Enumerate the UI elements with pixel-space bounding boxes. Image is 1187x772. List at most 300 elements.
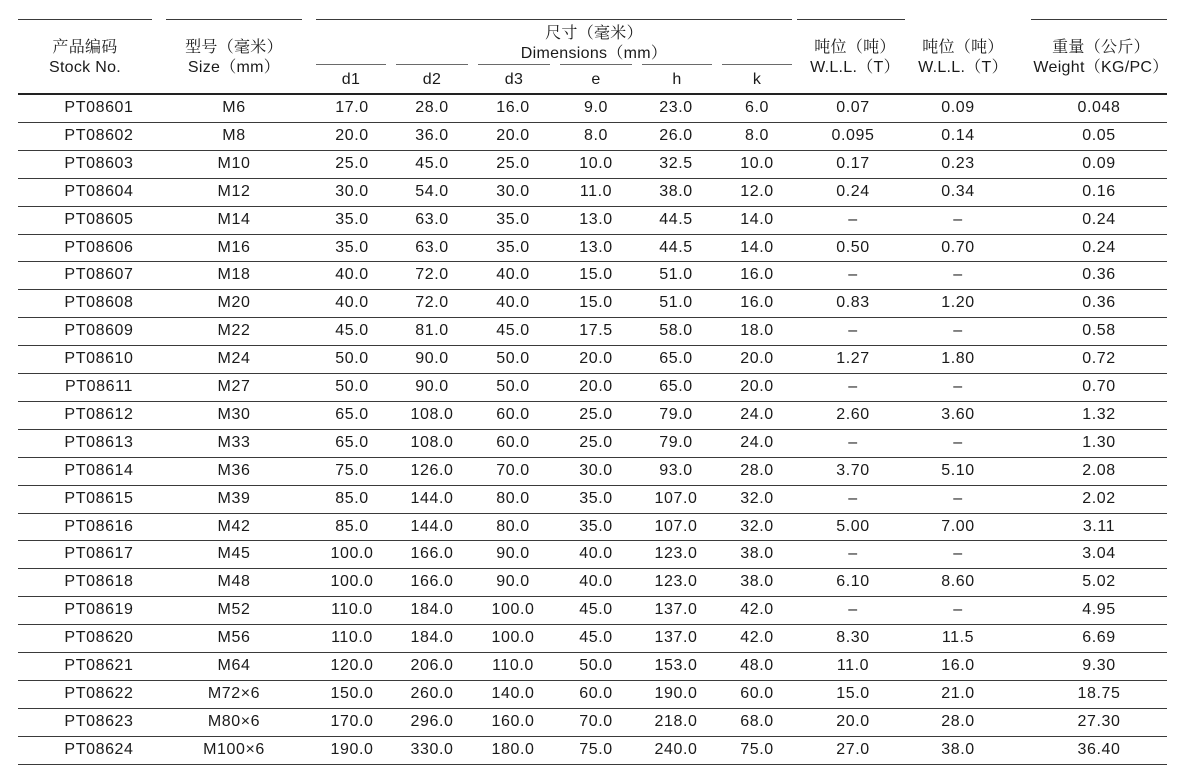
cell-d3: 60.0	[496, 405, 530, 423]
cell-d1: 40.0	[335, 266, 369, 284]
cell-wll-2: –	[953, 601, 963, 619]
cell-d3: 100.0	[491, 629, 535, 647]
cell-d1: 190.0	[330, 740, 374, 758]
cell-d2: 166.0	[410, 573, 454, 591]
cell-h: 137.0	[654, 629, 698, 647]
cell-k: 16.0	[740, 266, 774, 284]
cell-wll-1: 1.27	[836, 350, 870, 368]
header-bottom-rule	[18, 93, 1167, 95]
cell-size: M30	[217, 405, 251, 423]
cell-stock-no: PT08605	[64, 210, 134, 228]
cell-d3: 35.0	[496, 238, 530, 256]
cell-k: 32.0	[740, 517, 774, 535]
cell-weight: 1.32	[1082, 405, 1116, 423]
cell-wll-1: 2.60	[836, 405, 870, 423]
cell-d2: 108.0	[410, 405, 454, 423]
cell-h: 93.0	[659, 461, 693, 479]
cell-e: 45.0	[579, 629, 613, 647]
cell-wll-1: –	[848, 489, 858, 507]
cell-weight: 3.11	[1082, 517, 1116, 535]
cell-e: 50.0	[579, 657, 613, 674]
cell-k: 42.0	[740, 629, 774, 647]
row-rule	[18, 680, 1167, 681]
header-weight: 重量（公斤） Weight（KG/PC）	[1033, 39, 1169, 76]
cell-size: M80×6	[207, 712, 261, 730]
row-rule	[18, 289, 1167, 290]
cell-wll-1: 5.00	[836, 517, 870, 535]
row-rule	[18, 568, 1167, 569]
cell-size: M39	[217, 489, 251, 507]
row-rule	[18, 764, 1167, 765]
cell-d2: 36.0	[415, 126, 449, 144]
cell-size: M10	[217, 154, 251, 172]
cell-wll-1: 3.70	[836, 461, 870, 479]
header-dimensions: 尺寸（毫米） Dimensions（mm）	[520, 25, 668, 62]
cell-h: 44.5	[659, 238, 693, 256]
cell-d3: 50.0	[496, 350, 530, 368]
cell-wll-2: 28.0	[941, 712, 975, 730]
cell-d1: 170.0	[330, 712, 374, 730]
header-stock-no: 产品编码 Stock No.	[48, 39, 122, 76]
cell-d3: 70.0	[496, 461, 530, 479]
cell-k: 20.0	[740, 350, 774, 368]
cell-stock-no: PT08615	[64, 489, 134, 507]
cell-h: 65.0	[659, 378, 693, 395]
cell-d2: 54.0	[415, 182, 449, 200]
cell-h: 79.0	[659, 433, 693, 451]
cell-h: 65.0	[659, 350, 693, 368]
header-top-rule	[1031, 19, 1167, 20]
cell-h: 240.0	[654, 740, 698, 758]
cell-d1: 25.0	[335, 154, 369, 172]
cell-k: 8.0	[744, 126, 770, 144]
cell-size: M42	[217, 517, 251, 535]
cell-weight: 6.69	[1082, 629, 1116, 647]
cell-d2: 63.0	[415, 210, 449, 228]
row-rule	[18, 652, 1167, 653]
cell-weight: 1.30	[1082, 433, 1116, 451]
cell-stock-no: PT08613	[64, 433, 134, 451]
cell-wll-2: 7.00	[941, 517, 975, 535]
cell-h: 58.0	[659, 322, 693, 340]
cell-d1: 50.0	[335, 378, 369, 395]
cell-d2: 108.0	[410, 433, 454, 451]
cell-stock-no: PT08619	[64, 601, 134, 619]
header-top-rule	[316, 19, 792, 20]
cell-stock-no: PT08614	[64, 461, 134, 479]
cell-stock-no: PT08602	[64, 126, 134, 144]
cell-k: 10.0	[740, 154, 774, 172]
cell-d1: 35.0	[335, 210, 369, 228]
cell-k: 28.0	[740, 461, 774, 479]
cell-size: M18	[217, 266, 251, 284]
cell-wll-2: 0.09	[941, 99, 975, 116]
cell-d2: 184.0	[410, 629, 454, 647]
cell-h: 107.0	[654, 489, 698, 507]
cell-size: M33	[217, 433, 251, 451]
cell-size: M48	[217, 573, 251, 591]
cell-d2: 296.0	[410, 712, 454, 730]
cell-d1: 65.0	[335, 405, 369, 423]
cell-wll-1: –	[848, 322, 858, 340]
cell-d3: 60.0	[496, 433, 530, 451]
cell-size: M12	[217, 182, 251, 200]
cell-h: 107.0	[654, 517, 698, 535]
cell-k: 14.0	[740, 238, 774, 256]
cell-e: 13.0	[579, 238, 613, 256]
cell-k: 14.0	[740, 210, 774, 228]
cell-d3: 140.0	[491, 684, 535, 702]
row-rule	[18, 150, 1167, 151]
cell-h: 44.5	[659, 210, 693, 228]
header-wll-1: 吨位（吨） W.L.L.（T）	[810, 39, 900, 76]
cell-weight: 0.58	[1082, 322, 1116, 340]
cell-d3: 160.0	[491, 712, 535, 730]
cell-h: 51.0	[659, 266, 693, 284]
cell-k: 38.0	[740, 573, 774, 591]
cell-d2: 184.0	[410, 601, 454, 619]
cell-d1: 100.0	[330, 573, 374, 591]
cell-stock-no: PT08624	[64, 740, 134, 758]
cell-e: 30.0	[579, 461, 613, 479]
cell-wll-1: 8.30	[836, 629, 870, 647]
cell-d1: 30.0	[335, 182, 369, 200]
header-h: h	[672, 71, 682, 88]
cell-size: M24	[217, 350, 251, 368]
row-rule	[18, 624, 1167, 625]
cell-size: M72×6	[207, 684, 261, 702]
cell-weight: 0.09	[1082, 154, 1116, 172]
cell-weight: 0.70	[1082, 378, 1116, 395]
cell-wll-1: 20.0	[836, 712, 870, 730]
cell-d1: 50.0	[335, 350, 369, 368]
cell-d1: 85.0	[335, 489, 369, 507]
cell-d2: 330.0	[410, 740, 454, 758]
cell-size: M45	[217, 545, 251, 563]
cell-d1: 35.0	[335, 238, 369, 256]
cell-d2: 144.0	[410, 489, 454, 507]
cell-wll-1: –	[848, 210, 858, 228]
cell-d1: 110.0	[331, 601, 373, 619]
row-rule	[18, 540, 1167, 541]
cell-d3: 50.0	[496, 378, 530, 395]
cell-k: 48.0	[740, 657, 774, 674]
row-rule	[18, 485, 1167, 486]
cell-wll-2: 1.20	[941, 294, 975, 312]
row-rule	[18, 261, 1167, 262]
cell-wll-2: –	[953, 545, 963, 563]
cell-d2: 72.0	[415, 294, 449, 312]
cell-weight: 0.16	[1082, 182, 1116, 200]
dim-subheader-rule	[642, 64, 712, 65]
header-e: e	[591, 71, 601, 88]
header-d1: d1	[341, 71, 361, 88]
cell-weight: 0.05	[1082, 126, 1116, 144]
cell-stock-no: PT08622	[64, 684, 134, 702]
cell-stock-no: PT08611	[65, 378, 133, 395]
cell-h: 23.0	[659, 99, 693, 116]
cell-d3: 80.0	[496, 517, 530, 535]
cell-wll-1: 0.24	[836, 182, 870, 200]
row-rule	[18, 122, 1167, 123]
row-rule	[18, 178, 1167, 179]
cell-h: 137.0	[654, 601, 698, 619]
cell-d1: 85.0	[335, 517, 369, 535]
cell-d3: 16.0	[496, 99, 530, 116]
cell-weight: 36.40	[1077, 740, 1121, 758]
cell-e: 15.0	[579, 294, 613, 312]
cell-d2: 72.0	[415, 266, 449, 284]
header-d3: d3	[504, 71, 524, 88]
cell-wll-1: –	[848, 601, 858, 619]
cell-e: 20.0	[579, 350, 613, 368]
cell-d3: 45.0	[496, 322, 530, 340]
cell-k: 16.0	[740, 294, 774, 312]
cell-e: 45.0	[579, 601, 613, 619]
cell-wll-2: 8.60	[941, 573, 975, 591]
cell-k: 32.0	[740, 489, 774, 507]
cell-e: 40.0	[579, 545, 613, 563]
cell-wll-1: –	[848, 545, 858, 563]
cell-size: M16	[217, 238, 251, 256]
cell-stock-no: PT08620	[64, 629, 134, 647]
cell-stock-no: PT08607	[64, 266, 134, 284]
cell-wll-2: –	[953, 489, 963, 507]
cell-wll-2: 11.5	[941, 629, 975, 647]
cell-size: M36	[217, 461, 251, 479]
cell-h: 32.5	[659, 154, 693, 172]
cell-d3: 100.0	[491, 601, 535, 619]
cell-d2: 28.0	[415, 99, 449, 116]
cell-weight: 0.72	[1082, 350, 1116, 368]
cell-d2: 166.0	[410, 545, 454, 563]
cell-k: 42.0	[740, 601, 774, 619]
cell-wll-2: 0.70	[941, 238, 975, 256]
cell-d1: 75.0	[335, 461, 369, 479]
header-d2: d2	[422, 71, 442, 88]
cell-d2: 81.0	[415, 322, 449, 340]
cell-weight: 4.95	[1082, 601, 1116, 619]
cell-k: 60.0	[740, 684, 774, 702]
cell-d1: 20.0	[335, 126, 369, 144]
cell-e: 13.0	[579, 210, 613, 228]
cell-weight: 18.75	[1077, 684, 1121, 702]
cell-d2: 206.0	[410, 657, 454, 674]
cell-d3: 90.0	[496, 545, 530, 563]
cell-d2: 45.0	[415, 154, 449, 172]
cell-size: M14	[217, 210, 251, 228]
cell-size: M8	[222, 126, 246, 144]
cell-wll-2: –	[953, 433, 963, 451]
row-rule	[18, 457, 1167, 458]
cell-wll-2: 0.34	[941, 182, 975, 200]
cell-wll-2: 3.60	[941, 405, 975, 423]
cell-stock-no: PT08623	[64, 712, 134, 730]
cell-weight: 2.02	[1082, 489, 1116, 507]
cell-d1: 45.0	[335, 322, 369, 340]
cell-wll-2: 1.80	[941, 350, 975, 368]
cell-stock-no: PT08617	[64, 545, 134, 563]
dim-subheader-rule	[396, 64, 468, 65]
cell-weight: 0.36	[1082, 266, 1116, 284]
cell-d2: 63.0	[415, 238, 449, 256]
cell-d1: 100.0	[330, 545, 374, 563]
cell-e: 25.0	[579, 433, 613, 451]
cell-stock-no: PT08616	[64, 517, 134, 535]
cell-size: M56	[217, 629, 251, 647]
row-rule	[18, 708, 1167, 709]
cell-wll-1: 6.10	[836, 573, 870, 591]
cell-e: 25.0	[579, 405, 613, 423]
cell-wll-1: –	[848, 266, 858, 284]
header-top-rule	[166, 19, 302, 20]
dim-subheader-rule	[316, 64, 386, 65]
cell-h: 123.0	[654, 545, 698, 563]
cell-e: 17.5	[579, 322, 613, 340]
cell-e: 70.0	[579, 712, 613, 730]
cell-wll-2: –	[953, 210, 963, 228]
cell-weight: 0.048	[1077, 99, 1121, 116]
cell-size: M27	[217, 378, 251, 395]
cell-wll-2: 0.23	[941, 154, 975, 172]
cell-d2: 126.0	[410, 461, 454, 479]
row-rule	[18, 234, 1167, 235]
cell-h: 51.0	[659, 294, 693, 312]
cell-h: 26.0	[659, 126, 693, 144]
cell-d1: 17.0	[335, 99, 369, 116]
row-rule	[18, 513, 1167, 514]
cell-size: M64	[217, 657, 251, 674]
cell-wll-1: 15.0	[836, 684, 870, 702]
cell-k: 38.0	[740, 545, 774, 563]
cell-wll-1: –	[848, 433, 858, 451]
cell-size: M52	[217, 601, 251, 619]
cell-e: 15.0	[579, 266, 613, 284]
row-rule	[18, 373, 1167, 374]
cell-k: 24.0	[740, 405, 774, 423]
cell-d2: 90.0	[415, 350, 449, 368]
cell-wll-2: –	[953, 266, 963, 284]
cell-wll-2: 38.0	[941, 740, 975, 758]
cell-d1: 120.0	[330, 657, 374, 674]
cell-k: 12.0	[740, 182, 774, 200]
cell-wll-2: –	[953, 378, 963, 395]
cell-e: 35.0	[579, 517, 613, 535]
cell-d1: 150.0	[330, 684, 374, 702]
cell-d3: 35.0	[496, 210, 530, 228]
cell-weight: 5.02	[1082, 573, 1116, 591]
cell-d3: 20.0	[496, 126, 530, 144]
cell-d2: 260.0	[410, 684, 454, 702]
cell-weight: 0.36	[1082, 294, 1116, 312]
cell-wll-2: –	[953, 322, 963, 340]
cell-weight: 0.24	[1082, 210, 1116, 228]
cell-d3: 90.0	[496, 573, 530, 591]
header-top-rule	[18, 19, 152, 20]
cell-size: M22	[217, 322, 251, 340]
cell-stock-no: PT08601	[64, 99, 134, 116]
header-wll-2: 吨位（吨） W.L.L.（T）	[918, 39, 1008, 76]
cell-weight: 3.04	[1082, 545, 1116, 563]
cell-stock-no: PT08609	[64, 322, 134, 340]
cell-d3: 80.0	[496, 489, 530, 507]
cell-wll-1: –	[848, 378, 858, 395]
cell-k: 18.0	[740, 322, 774, 340]
cell-d3: 30.0	[496, 182, 530, 200]
cell-h: 153.0	[654, 657, 698, 674]
dim-subheader-rule	[478, 64, 550, 65]
cell-h: 123.0	[654, 573, 698, 591]
row-rule	[18, 317, 1167, 318]
cell-wll-1: 0.095	[831, 126, 875, 144]
cell-d1: 110.0	[331, 629, 373, 647]
cell-d1: 65.0	[335, 433, 369, 451]
cell-weight: 0.24	[1082, 238, 1116, 256]
cell-wll-2: 16.0	[941, 657, 975, 674]
cell-h: 218.0	[654, 712, 698, 730]
cell-h: 190.0	[654, 684, 698, 702]
cell-e: 9.0	[583, 99, 609, 116]
cell-d1: 40.0	[335, 294, 369, 312]
header-top-rule	[797, 19, 905, 20]
cell-stock-no: PT08608	[64, 294, 134, 312]
cell-weight: 27.30	[1077, 712, 1121, 730]
header-size: 型号（毫米） Size（mm）	[185, 39, 283, 76]
cell-stock-no: PT08606	[64, 238, 134, 256]
cell-wll-1: 0.07	[836, 99, 870, 116]
cell-d3: 40.0	[496, 266, 530, 284]
row-rule	[18, 429, 1167, 430]
cell-weight: 9.30	[1082, 657, 1116, 674]
cell-stock-no: PT08612	[64, 405, 134, 423]
cell-h: 38.0	[659, 182, 693, 200]
cell-stock-no: PT08604	[64, 182, 134, 200]
cell-k: 20.0	[740, 378, 774, 395]
cell-d3: 25.0	[496, 154, 530, 172]
cell-e: 11.0	[579, 182, 613, 200]
cell-d2: 90.0	[415, 378, 449, 395]
cell-e: 10.0	[579, 154, 613, 172]
dim-subheader-rule	[560, 64, 632, 65]
dim-subheader-rule	[722, 64, 792, 65]
cell-stock-no: PT08603	[64, 154, 134, 172]
cell-k: 68.0	[740, 712, 774, 730]
cell-d2: 144.0	[410, 517, 454, 535]
cell-stock-no: PT08610	[64, 350, 134, 368]
cell-wll-1: 0.50	[836, 238, 870, 256]
row-rule	[18, 206, 1167, 207]
cell-wll-2: 0.14	[941, 126, 975, 144]
header-k: k	[752, 71, 762, 88]
cell-wll-2: 21.0	[941, 684, 975, 702]
cell-stock-no: PT08618	[64, 573, 134, 591]
row-rule	[18, 345, 1167, 346]
cell-wll-1: 0.83	[836, 294, 870, 312]
cell-wll-2: 5.10	[941, 461, 975, 479]
row-rule	[18, 736, 1167, 737]
row-rule	[18, 401, 1167, 402]
cell-d3: 40.0	[496, 294, 530, 312]
cell-wll-1: 0.17	[836, 154, 870, 172]
cell-weight: 2.08	[1082, 461, 1116, 479]
cell-e: 35.0	[579, 489, 613, 507]
cell-e: 8.0	[583, 126, 609, 144]
cell-e: 75.0	[579, 740, 613, 758]
cell-h: 79.0	[659, 405, 693, 423]
cell-size: M6	[222, 99, 246, 116]
cell-k: 24.0	[740, 433, 774, 451]
cell-size: M20	[217, 294, 251, 312]
